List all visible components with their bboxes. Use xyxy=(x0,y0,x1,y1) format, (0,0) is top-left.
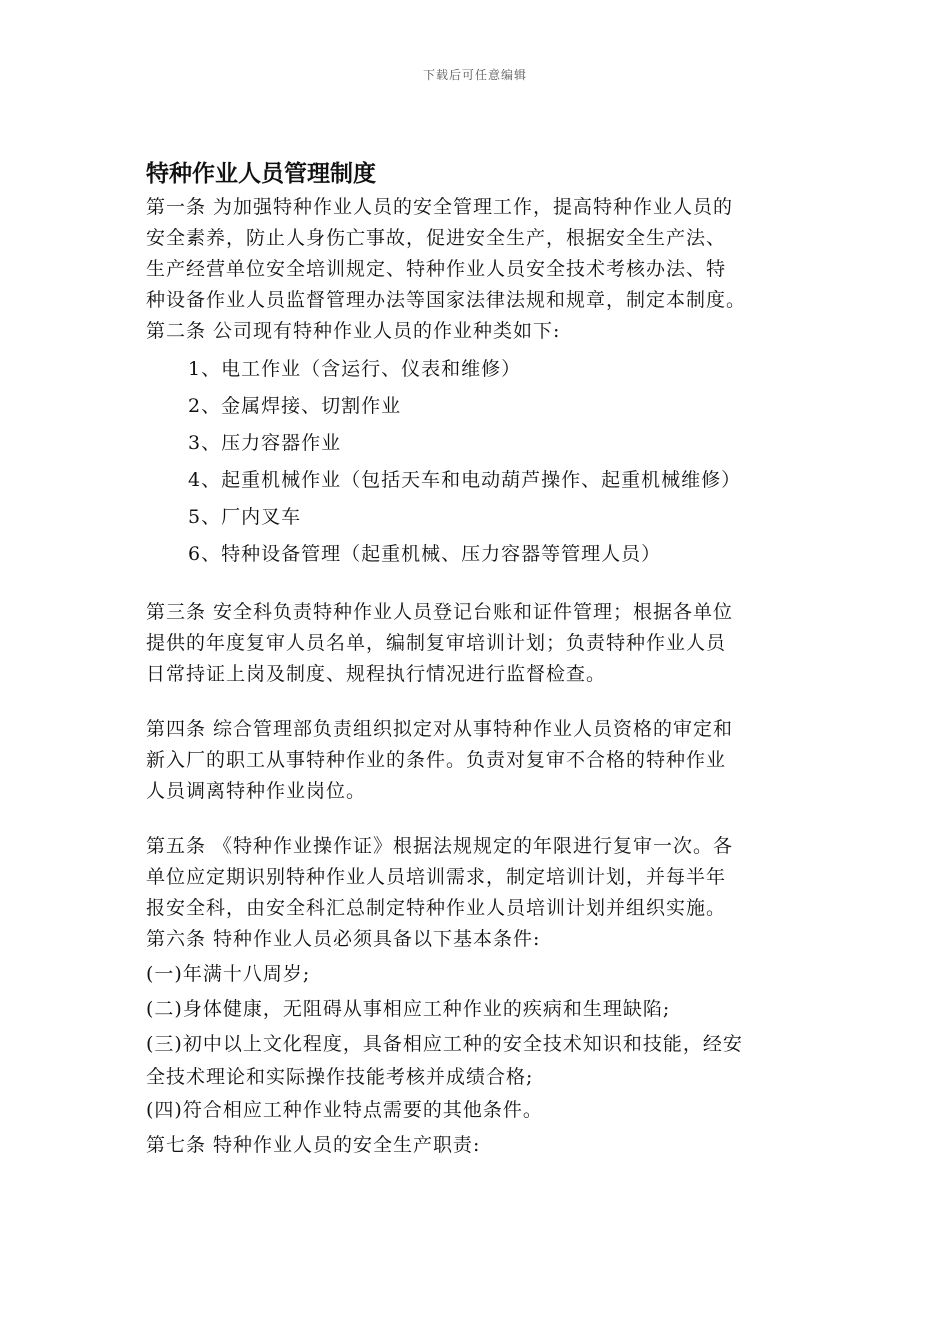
article-7 xyxy=(146,1128,816,1163)
article-2-intro: 第二条 公司现有特种作业人员的作业种类如下: xyxy=(146,320,561,342)
condition-item: (三)初中以上文化程度，具备相应工种的安全技术知识和技能，经安 xyxy=(146,1033,743,1055)
article-3-line: 第三条 安全科负责特种作业人员登记台账和证件管理；根据各单位 xyxy=(146,601,734,623)
article-1 xyxy=(146,192,816,316)
article-4-line: 新入厂的职工从事特种作业的条件。负责对复审不合格的特种作业 xyxy=(146,749,727,771)
article-6-intro: 第六条 特种作业人员必须具备以下基本条件: xyxy=(146,928,541,950)
article-6 xyxy=(146,924,816,1128)
article-4-line: 人员调离特种作业岗位。 xyxy=(146,780,367,802)
document-body xyxy=(146,156,816,1163)
article-5-line: 单位应定期识别特种作业人员培训需求，制定培训计划，并每半年 xyxy=(146,866,727,888)
condition-item-continued: 全技术理论和实际操作技能考核并成绩合格; xyxy=(146,1066,534,1088)
article-1-line: 生产经营单位安全培训规定、特种作业人员安全技术考核办法、特 xyxy=(146,258,727,280)
work-type-item: 5、厂内叉车 xyxy=(188,506,302,528)
work-type-item: 1、电工作业（含运行、仪表和维修） xyxy=(188,358,522,380)
article-2 xyxy=(146,316,816,573)
article-4 xyxy=(146,714,816,807)
work-type-item: 2、金属焊接、切割作业 xyxy=(188,395,402,417)
condition-item: (一)年满十八周岁; xyxy=(146,963,311,985)
article-5 xyxy=(146,831,816,924)
article-1-line: 安全素养，防止人身伤亡事故，促进安全生产，根据安全生产法、 xyxy=(146,227,727,249)
article-3-line: 提供的年度复审人员名单，编制复审培训计划；负责特种作业人员 xyxy=(146,632,727,654)
work-type-item: 4、起重机械作业（包括天车和电动葫芦操作、起重机械维修） xyxy=(188,469,742,491)
work-type-item: 3、压力容器作业 xyxy=(188,432,342,454)
article-5-line: 第五条 《特种作业操作证》根据法规规定的年限进行复审一次。各 xyxy=(146,835,734,857)
article-7-intro: 第七条 特种作业人员的安全生产职责: xyxy=(146,1134,481,1156)
condition-item: (四)符合相应工种作业特点需要的其他条件。 xyxy=(146,1099,543,1121)
article-3 xyxy=(146,597,816,690)
article-1-line: 种设备作业人员监督管理办法等国家法律法规和规章，制定本制度。 xyxy=(146,289,747,311)
condition-item: (二)身体健康，无阻碍从事相应工种作业的疾病和生理缺陷; xyxy=(146,998,671,1020)
article-1-line: 第一条 为加强特种作业人员的安全管理工作，提高特种作业人员的 xyxy=(146,196,734,218)
header-note: 下载后可任意编辑 xyxy=(422,68,527,82)
work-type-item: 6、特种设备管理（起重机械、压力容器等管理人员） xyxy=(188,543,662,565)
document-title: 特种作业人员管理制度 xyxy=(146,161,376,187)
article-4-line: 第四条 综合管理部负责组织拟定对从事特种作业人员资格的审定和 xyxy=(146,718,734,740)
article-5-line: 报安全科，由安全科汇总制定特种作业人员培训计划并组织实施。 xyxy=(146,897,727,919)
article-3-line: 日常持证上岗及制度、规程执行情况进行监督检查。 xyxy=(146,663,607,685)
